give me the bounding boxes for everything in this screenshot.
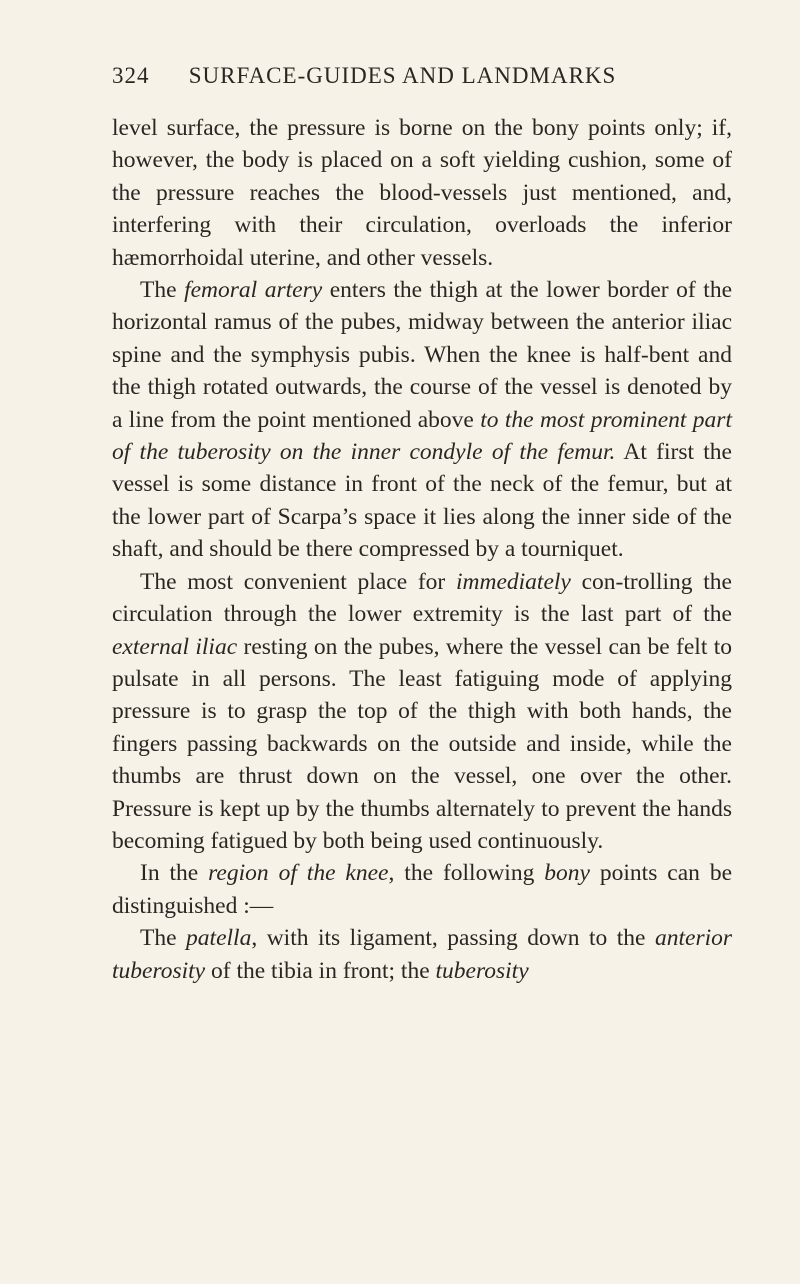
page-number: 324 — [112, 63, 150, 88]
text-run: resting on the pubes, where the vessel can be felt to pulsate in all persons. The least fatiguing mode of applying pressure is to grasp the top of the thigh with both hands, the fingers passing backwards on the outside and inside, while the thumbs are thrust down on the vessel, one over the other. Pressure is kept up by the thumbs alternately to prevent the hands becoming fatigued by both being used continuously. — [112, 633, 732, 854]
running-header — [112, 60, 732, 92]
text-run: of the tibia in front; the — [205, 957, 436, 984]
paragraph — [112, 566, 732, 858]
italic-phrase: to the most prominent part of the tuberosity on the inner condyle of the femur. — [112, 406, 732, 466]
italic-phrase: immediately — [456, 568, 571, 595]
text-run: enters the thigh at the lower border of the horizontal ramus of the pubes, midway between the anterior iliac spine and the symphysis pubis. When the knee is half-bent and the thigh rotated outwards, the course of the vessel is denoted by a line from the point mentioned above — [112, 277, 733, 433]
italic-phrase: patella — [186, 925, 252, 952]
body-text — [112, 112, 732, 987]
text-run: , with its ligament, passing down to the — [251, 925, 655, 952]
text-run: The most convenient place for — [140, 568, 456, 595]
text-run: con-trolling the circulation through the lower extremity is the last part of the — [112, 568, 732, 628]
paragraph — [112, 274, 732, 566]
text-run: In the — [140, 860, 209, 887]
text-run: points can be distinguished :— — [112, 860, 733, 919]
paragraph — [112, 922, 732, 987]
italic-phrase: region of the knee — [208, 860, 389, 887]
italic-phrase: anterior tuberosity — [112, 925, 733, 984]
italic-phrase: external iliac — [112, 633, 238, 660]
text-run: level surface, the pressure is borne on the bony points only; if, however, the body is placed on a soft yielding cushion, some of the pressure reaches the blood-vessels just mentioned, and, interfering with their circulation, overloads the inferior hæmorrhoidal uterine, and other vessels. — [112, 115, 732, 271]
italic-phrase: bony — [544, 860, 590, 887]
text-run: , the following — [388, 860, 545, 887]
text-run: The — [140, 925, 187, 952]
paragraph — [112, 857, 732, 922]
text-run: At first the vessel is some distance in front of the neck of the femur, but at the lower part of Scarpa’s space it lies along the inner side of the shaft, and should be there compressed by a tourniquet. — [112, 439, 732, 563]
running-title: SURFACE-GUIDES AND LANDMARKS — [188, 63, 617, 88]
italic-phrase: femoral artery — [184, 277, 323, 304]
text-run: The — [140, 277, 185, 304]
italic-phrase: tuberosity — [435, 957, 529, 984]
paragraph — [112, 112, 732, 274]
